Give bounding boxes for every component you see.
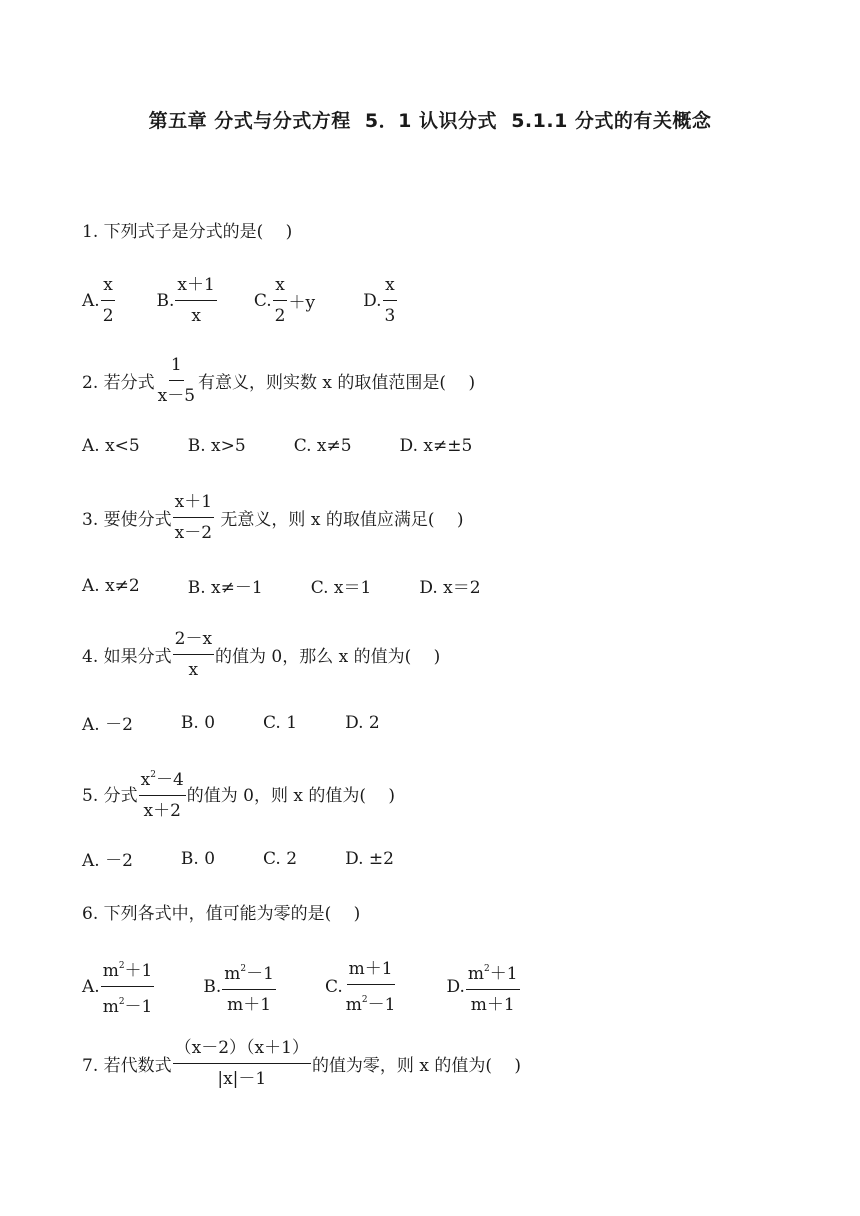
exponent: 2 — [118, 961, 125, 971]
exponent: 2 — [484, 963, 490, 974]
stem-suffix: 有意义，则实数 x 的取值范围是( ) — [198, 373, 476, 393]
denominator: 2 — [274, 306, 286, 326]
denominator-tail: －1 — [238, 1069, 267, 1089]
question-6-stem: 6. 下列各式中，值可能为零的是( ) — [82, 904, 361, 924]
question-4-options — [82, 710, 380, 735]
term: －1 — [367, 994, 396, 1015]
base: m — [467, 963, 485, 984]
term: －1 — [246, 963, 274, 984]
numerator: x＋1 — [173, 490, 214, 518]
denominator: 2 — [102, 306, 114, 326]
denominator: m＋1 — [470, 994, 515, 1015]
numerator: x＋1 — [175, 273, 216, 301]
option-b-fraction — [222, 957, 276, 1017]
stem-suffix: 的值为 0，则 x 的值为( ) — [186, 785, 396, 806]
stem-prefix: 5. 分式 — [82, 785, 138, 806]
option-c-label: C. — [253, 290, 272, 311]
option-b-fraction — [175, 273, 216, 328]
option-a-label: A. — [82, 290, 100, 311]
option-a-label: A. — [82, 976, 100, 997]
exponent: 2 — [361, 994, 368, 1005]
option-b-label: B. — [156, 290, 175, 311]
question-3-stem — [82, 490, 464, 545]
option-d: D. ±2 — [345, 848, 394, 869]
term: －1 — [124, 997, 153, 1017]
denominator: m＋1 — [227, 994, 272, 1015]
numerator: x — [383, 273, 397, 301]
option-d-fraction — [383, 273, 398, 328]
base: m — [102, 997, 119, 1017]
option-a: A. x<5 — [82, 436, 140, 456]
question-2-stem — [82, 353, 475, 408]
question-2-fraction — [156, 353, 197, 408]
question-4-stem — [82, 627, 440, 682]
stem-suffix: 的值为零，则 x 的值为( ) — [311, 1056, 522, 1076]
option-c: C. x≠5 — [293, 436, 352, 456]
option-c-fraction — [273, 273, 288, 328]
numerator: x — [101, 273, 115, 301]
denominator — [215, 1064, 268, 1091]
question-6-options — [82, 954, 521, 1019]
stem-prefix: 3. 要使分式 — [82, 510, 172, 530]
denominator — [101, 987, 155, 1019]
numerator: x — [273, 273, 287, 301]
base: m — [345, 994, 362, 1015]
numerator: m＋1 — [347, 957, 395, 985]
numerator — [139, 763, 186, 796]
numerator — [222, 957, 276, 990]
option-d-label: D. — [363, 290, 382, 311]
option-d: D. x＝2 — [419, 578, 481, 598]
absolute-value: |x| — [217, 1069, 239, 1089]
denominator: x－5 — [157, 386, 196, 406]
question-5-options — [82, 846, 394, 871]
numerator-tail: －4 — [155, 770, 184, 790]
option-d: D. x≠±5 — [399, 436, 473, 456]
option-c-fraction — [344, 957, 398, 1017]
option-c-tail: ＋y — [288, 293, 316, 313]
option-a: A. －2 — [82, 715, 133, 735]
stem-suffix: 的值为 0，那么 x 的值为( ) — [215, 647, 441, 667]
question-5-fraction — [139, 763, 186, 823]
denominator: x＋2 — [143, 801, 181, 821]
question-2-options — [82, 436, 472, 456]
exponent: 2 — [150, 770, 156, 780]
option-b: B. 0 — [180, 848, 216, 869]
option-b: B. 0 — [180, 712, 216, 733]
base: m — [224, 963, 241, 984]
denominator — [344, 985, 398, 1017]
option-a: A. －2 — [82, 851, 133, 871]
numerator: （x－2）（x＋1） — [173, 1036, 311, 1064]
term: ＋1 — [489, 963, 518, 984]
question-1-options — [82, 273, 398, 328]
question-7-fraction — [173, 1036, 311, 1091]
option-c: C. x＝1 — [310, 578, 372, 598]
base: x — [140, 770, 151, 790]
option-a: A. x≠2 — [82, 575, 140, 596]
question-3-options — [82, 573, 481, 598]
numerator — [101, 954, 155, 987]
stem-prefix: 7. 若代数式 — [82, 1056, 172, 1076]
option-d-label: D. — [446, 976, 465, 997]
base: m — [102, 961, 119, 981]
denominator: x－2 — [174, 523, 213, 543]
question-1-stem: 1. 下列式子是分式的是( ) — [82, 222, 293, 242]
option-b: B. x>5 — [187, 436, 246, 456]
option-c: C. 2 — [263, 848, 298, 869]
term: ＋1 — [124, 961, 153, 981]
question-4-fraction — [173, 627, 214, 682]
option-b-label: B. — [203, 976, 222, 997]
question-5-stem — [82, 763, 395, 823]
denominator: x — [188, 660, 199, 680]
numerator: 2－x — [173, 627, 214, 655]
page-title: 第五章 分式与分式方程 5．1 认识分式 5.1.1 分式的有关概念 — [148, 110, 712, 132]
question-7-stem — [82, 1036, 521, 1091]
stem-suffix: 无意义，则 x 的取值应满足( ) — [215, 510, 464, 530]
numerator: 1 — [169, 353, 184, 381]
exponent: 2 — [240, 963, 247, 974]
option-d: D. 2 — [345, 712, 380, 733]
denominator: x — [191, 306, 201, 326]
numerator — [466, 957, 520, 990]
option-b: B. x≠－1 — [187, 578, 263, 598]
option-c: C. 1 — [263, 712, 298, 733]
option-a-fraction — [101, 273, 116, 328]
option-a-fraction — [101, 954, 155, 1019]
option-d-fraction — [466, 957, 520, 1017]
stem-prefix: 4. 如果分式 — [82, 647, 172, 667]
exponent: 2 — [118, 997, 125, 1007]
option-c-label: C. — [324, 976, 343, 997]
stem-prefix: 2. 若分式 — [82, 373, 155, 393]
denominator: 3 — [384, 306, 396, 326]
question-3-fraction — [173, 490, 214, 545]
